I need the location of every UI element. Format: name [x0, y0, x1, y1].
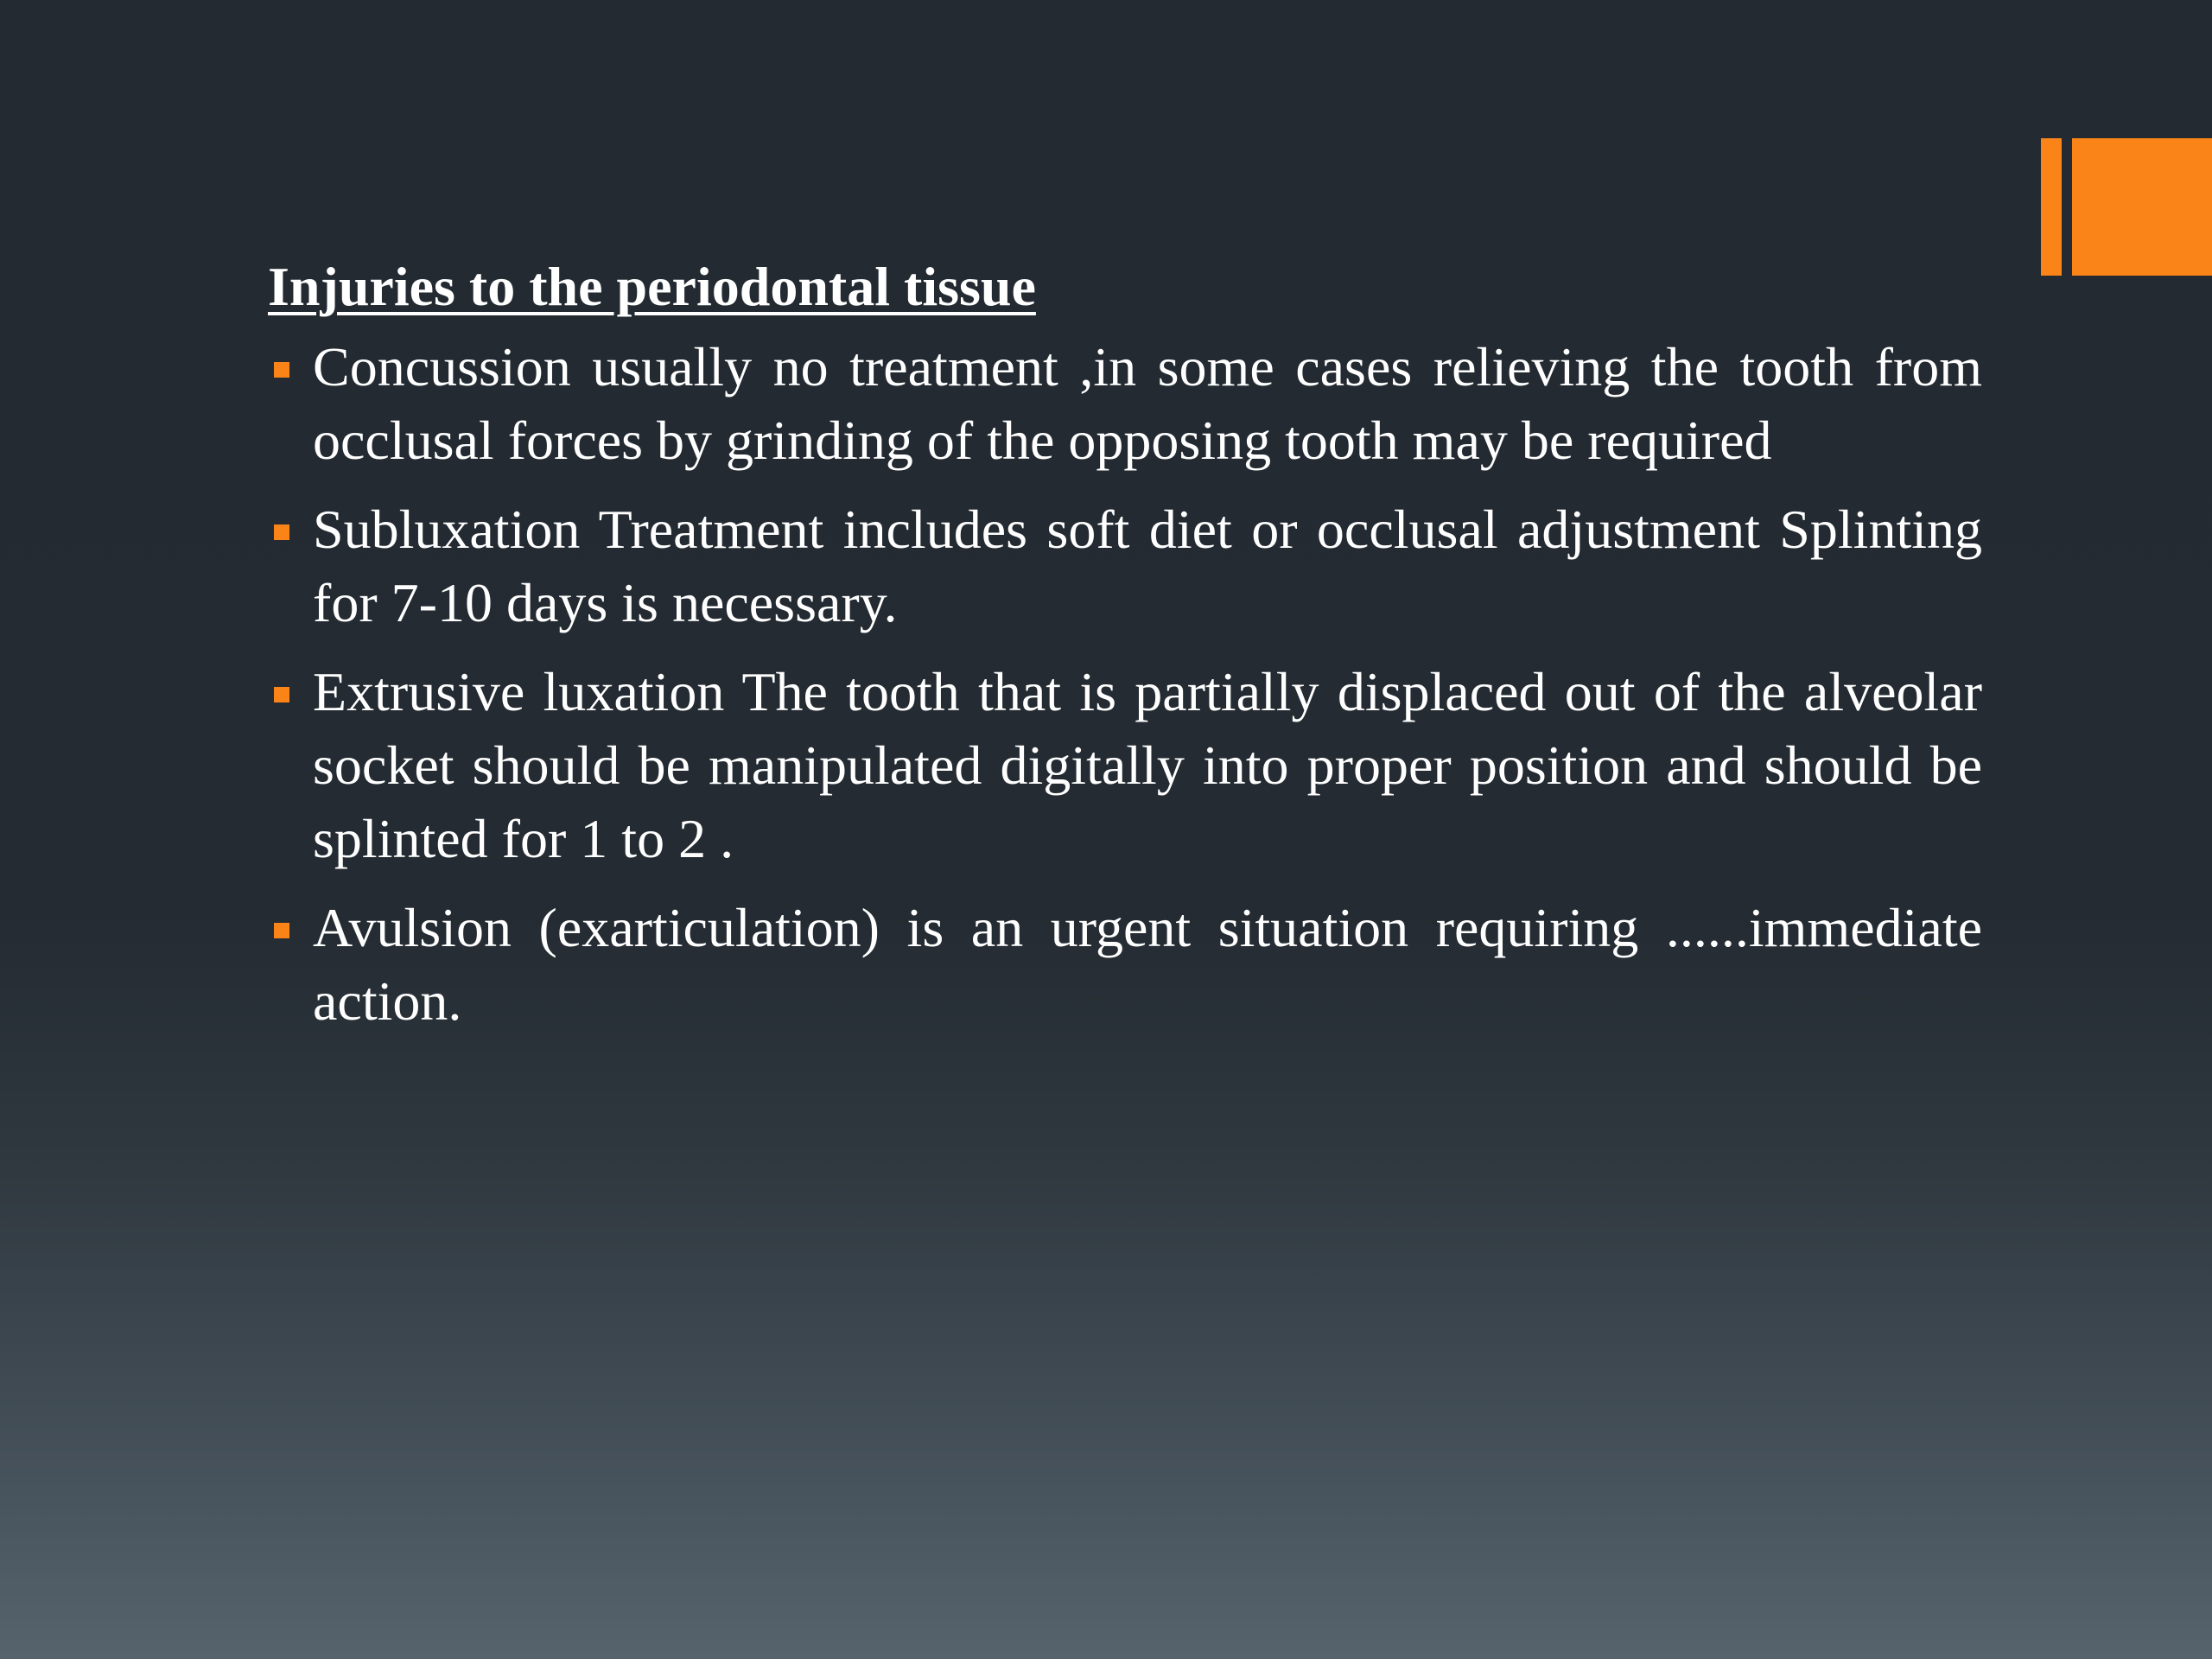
bullet-text: Subluxation Treatment includes soft diet or occlusal adjustment Splinting for 7-10 days is necessary.: [313, 499, 1982, 633]
square-bullet-icon: [274, 362, 289, 378]
list-item-avulsion: [268, 891, 1982, 1038]
square-bullet-icon: [274, 687, 289, 702]
slide-heading: Injuries to the periodontal tissue: [268, 256, 1036, 317]
square-bullet-icon: [274, 524, 289, 540]
bullet-text: Avulsion (exarticulation) is an urgent situation requiring ......immediate action.: [313, 897, 1982, 1032]
square-bullet-icon: [274, 923, 289, 938]
list-item-concussion: [268, 330, 1982, 477]
bullet-text: Concussion usually no treatment ,in some cases relieving the tooth from occlusal forces by grinding of the opposing tooth may be required: [313, 336, 1982, 471]
list-item-extrusive-luxation: [268, 655, 1982, 875]
list-item-subluxation: [268, 493, 1982, 639]
bullet-text: Extrusive luxation The tooth that is partially displaced out of the alveolar socket should be manipulated digitally into proper position and should be splinted for 1 to 2 .: [313, 661, 1982, 869]
bullet-list: [268, 330, 1982, 1038]
slide-content: [268, 252, 1982, 1053]
accent-bar-block: [2072, 138, 2212, 276]
accent-bar-thin: [2041, 138, 2062, 276]
